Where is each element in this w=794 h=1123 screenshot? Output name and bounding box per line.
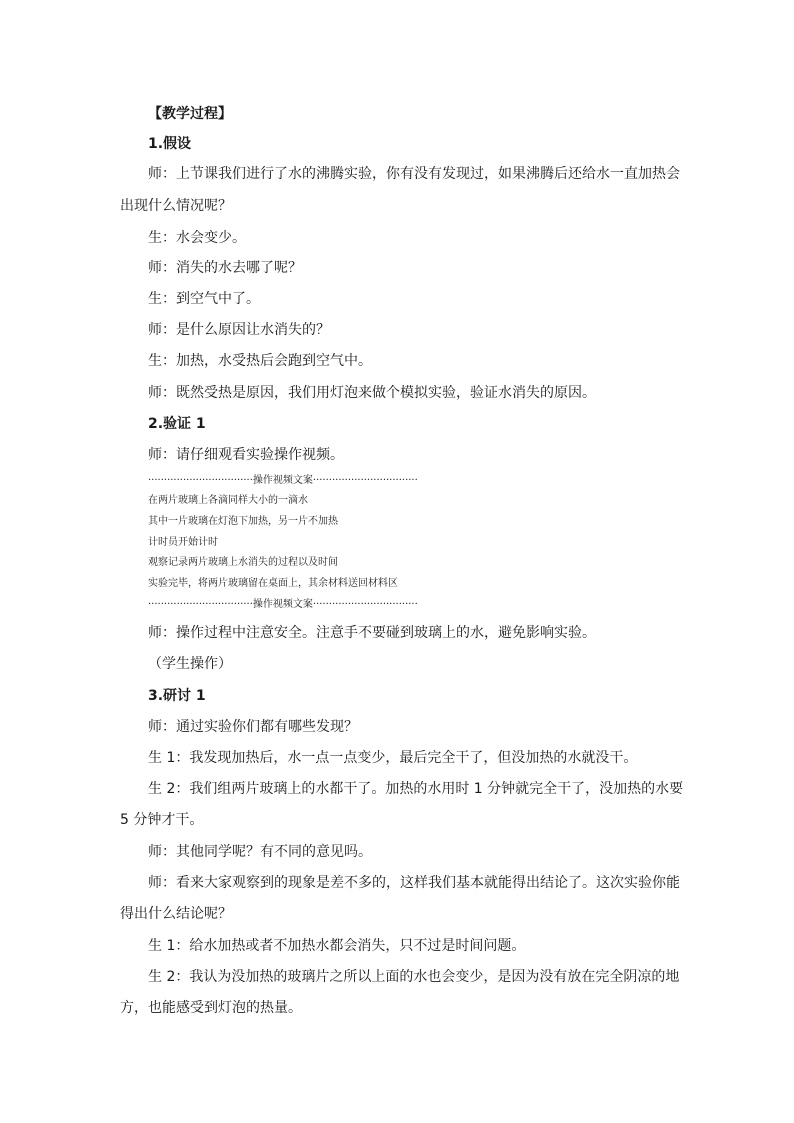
- paragraph-student-3: 生：加热，水受热后会跑到空气中。: [148, 353, 372, 369]
- paragraph-student-operation: （学生操作）: [148, 656, 232, 672]
- section-heading: 【教学过程】: [148, 106, 232, 122]
- paragraph-teacher-8: 师：其他同学呢？有不同的意见吗。: [148, 844, 372, 860]
- section-1-title: 1.假设: [148, 136, 192, 152]
- video-script-line-5: 实验完毕，将两片玻璃留在桌面上，其余材料送回材料区: [148, 578, 398, 589]
- paragraph-student-1: 生：水会变少。: [148, 230, 246, 246]
- paragraph-student-7-continued: 方，也能感受到灯泡的热量。: [120, 1000, 302, 1016]
- paragraph-student-5: 生 2：我们组两片玻璃上的水都干了。加热的水用时 1 分钟就完全干了，没加热的水要: [148, 781, 684, 797]
- video-script-top-divider: ·································操作视频文案·································: [148, 475, 418, 486]
- section-3-title: 3.研讨 1: [148, 688, 206, 704]
- paragraph-teacher-5: 师：请仔细观看实验操作视频。: [148, 447, 344, 463]
- video-script-bottom-divider: ·································操作视频文案·································: [148, 599, 418, 610]
- paragraph-student-2: 生：到空气中了。: [148, 291, 260, 307]
- paragraph-teacher-7: 师：通过实验你们都有哪些发现？: [148, 719, 358, 735]
- section-2-title: 2.验证 1: [148, 416, 206, 432]
- video-script-line-3: 计时员开始计时: [148, 537, 218, 548]
- video-script-line-4: 观察记录两片玻璃上水消失的过程以及时间: [148, 557, 338, 568]
- paragraph-teacher-2: 师：消失的水去哪了呢？: [148, 260, 302, 276]
- paragraph-teacher-4: 师：既然受热是原因，我们用灯泡来做个模拟实验，验证水消失的原因。: [148, 385, 596, 401]
- paragraph-student-4: 生 1：我发现加热后，水一点一点变少，最后完全干了，但没加热的水就没干。: [148, 750, 638, 766]
- paragraph-student-7: 生 2：我认为没加热的玻璃片之所以上面的水也会变少，是因为没有放在完全阴凉的地: [148, 969, 680, 985]
- video-script-line-1: 在两片玻璃上各滴同样大小的一滴水: [148, 495, 308, 506]
- paragraph-student-5-continued: 5 分钟才干。: [120, 812, 204, 828]
- paragraph-teacher-6: 师：操作过程中注意安全。注意手不要碰到玻璃上的水，避免影响实验。: [148, 625, 596, 641]
- paragraph-teacher-9: 师：看来大家观察到的现象是差不多的，这样我们基本就能得出结论了。这次实验你能: [148, 875, 680, 891]
- paragraph-teacher-3: 师：是什么原因让水消失的？: [148, 322, 330, 338]
- paragraph-teacher-1: 师：上节课我们进行了水的沸腾实验，你有没有发现过，如果沸腾后还给水一直加热会: [148, 166, 680, 182]
- paragraph-teacher-1-continued: 出现什么情况呢？: [120, 198, 232, 214]
- paragraph-student-6: 生 1：给水加热或者不加热水都会消失，只不过是时间问题。: [148, 938, 526, 954]
- video-script-line-2: 其中一片玻璃在灯泡下加热，另一片不加热: [148, 516, 338, 527]
- paragraph-teacher-9-continued: 得出什么结论呢？: [120, 906, 232, 922]
